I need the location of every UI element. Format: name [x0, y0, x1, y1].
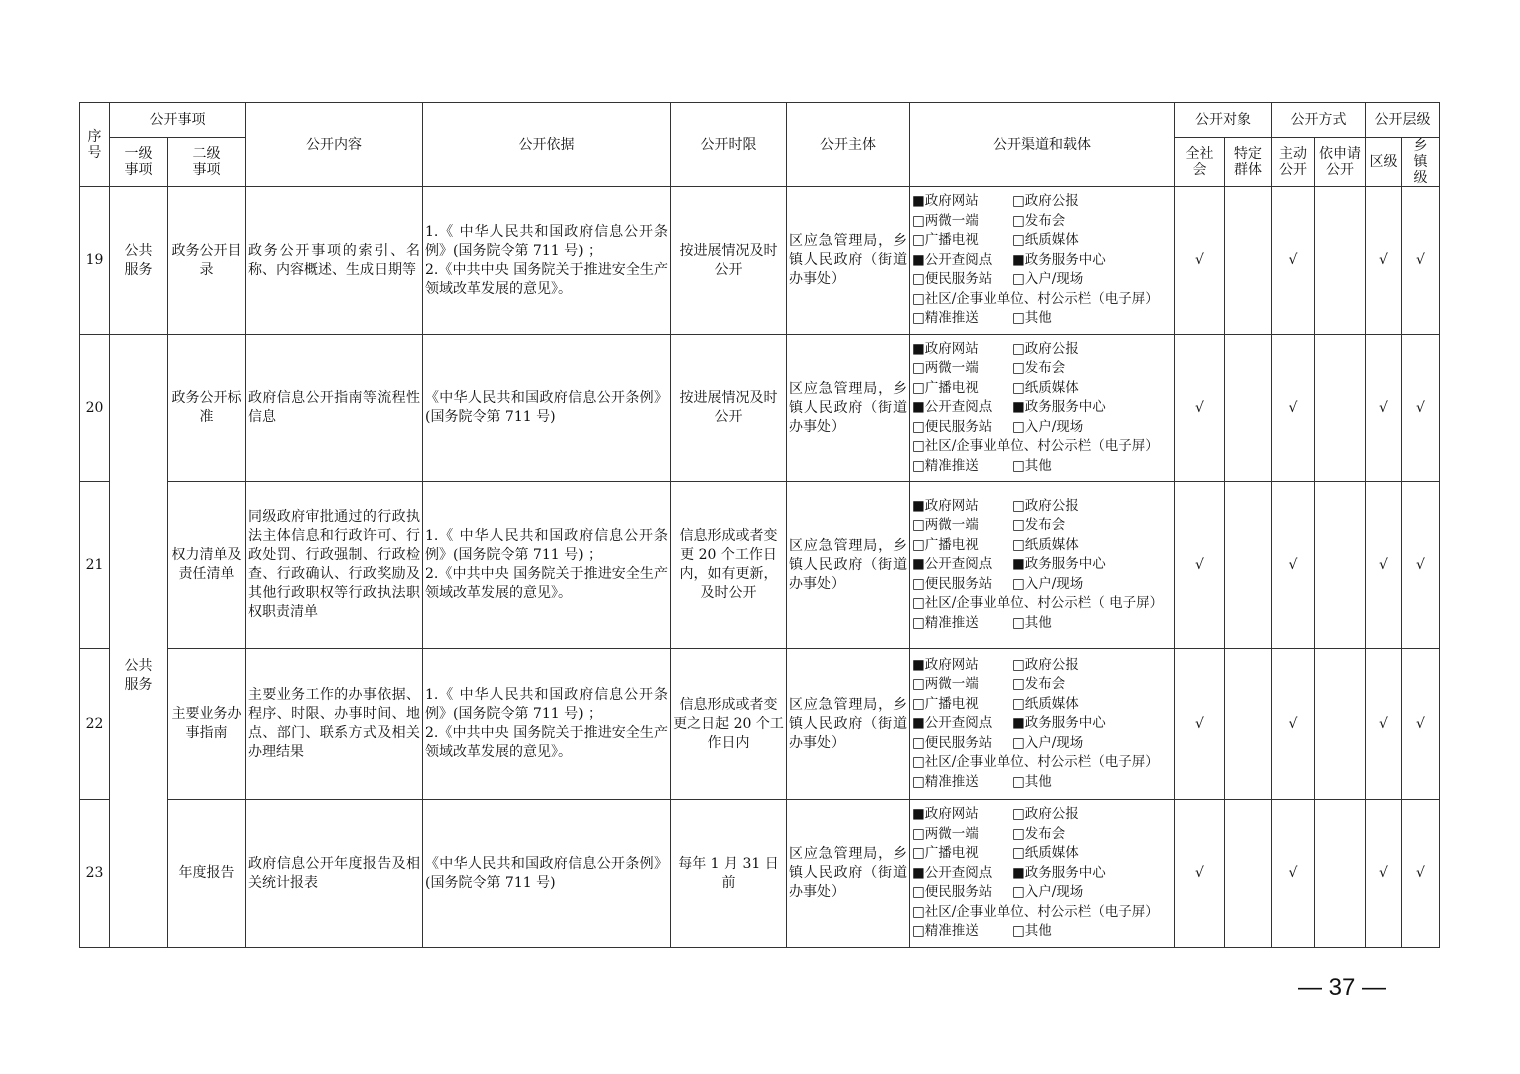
table-row — [80, 187, 1440, 335]
header-time-limit: 公开时限 — [671, 103, 787, 187]
channel-option: □社区/企事业单位、村公示栏（电子屏） — [912, 290, 1159, 307]
header-level-town: 乡镇级 — [1402, 138, 1440, 187]
row-content: 政府信息公开年度报告及相关统计报表 — [246, 800, 423, 948]
header-content: 公开内容 — [246, 103, 423, 187]
table-row — [80, 800, 1440, 948]
row-subject: 区应急管理局，乡镇人民政府（街道办事处） — [787, 800, 910, 948]
row-obj-all-check: √ — [1175, 800, 1225, 948]
header-seq: 序号 — [80, 103, 110, 187]
channel-option: □政府公报 — [1012, 497, 1079, 514]
channel-option: □精准推送 — [912, 310, 979, 327]
row-channels — [910, 187, 1175, 335]
row-method-request-check — [1315, 187, 1366, 335]
row-level1: 公共服务 — [110, 187, 168, 335]
row-seq: 22 — [80, 649, 110, 800]
channel-option: ■政府网站 — [912, 340, 979, 357]
row-channels — [910, 649, 1175, 800]
table-row — [80, 335, 1440, 482]
channel-option: □入户/现场 — [1012, 884, 1084, 901]
channel-option: □其他 — [1012, 310, 1052, 327]
channel-option: ■政务服务中心 — [1012, 556, 1106, 573]
row-seq: 19 — [80, 187, 110, 335]
row-level-district-check: √ — [1366, 187, 1402, 335]
row-obj-all-check: √ — [1175, 335, 1225, 482]
channel-option: □便民服务站 — [912, 271, 993, 288]
header-level1: 一级事项 — [110, 138, 168, 187]
channel-option: □发布会 — [1012, 517, 1066, 534]
row-method-active-check: √ — [1272, 335, 1315, 482]
header-subject: 公开主体 — [787, 103, 910, 187]
row-level-town-check: √ — [1402, 649, 1440, 800]
channel-option: ■政府网站 — [912, 497, 979, 514]
row-obj-all-check: √ — [1175, 482, 1225, 649]
channel-option: □政府公报 — [1012, 193, 1079, 210]
row-method-active-check: √ — [1272, 800, 1315, 948]
channel-option: ■公开查阅点 — [912, 864, 993, 881]
channel-option: □政府公报 — [1012, 340, 1079, 357]
channel-option: □发布会 — [1012, 360, 1066, 377]
channel-option: □两微一端 — [912, 360, 979, 377]
channel-option: □社区/企事业单位、村公示栏（电子屏） — [912, 903, 1159, 920]
row-level-town-check: √ — [1402, 335, 1440, 482]
header-method-request: 依申请公开 — [1315, 138, 1366, 187]
row-content: 政府信息公开指南等流程性信息 — [246, 335, 423, 482]
channel-option: □精准推送 — [912, 773, 979, 790]
header-basis: 公开依据 — [423, 103, 671, 187]
channel-option: □纸质媒体 — [1012, 379, 1079, 396]
row-time-limit: 按进展情况及时公开 — [671, 335, 787, 482]
channel-option: □两微一端 — [912, 212, 979, 229]
row-basis: 1.《 中华人民共和国政府信息公开条例》(国务院令第 711 号) ； 2.《中共中央 国务院关于推进安全生产领域改革发展的意见》。 — [423, 482, 671, 649]
channel-option: □便民服务站 — [912, 575, 993, 592]
channel-option: □入户/现场 — [1012, 575, 1084, 592]
channel-option: □发布会 — [1012, 676, 1066, 693]
channel-option: □其他 — [1012, 923, 1052, 940]
row-method-active-check: √ — [1272, 482, 1315, 649]
channel-option: □社区/企事业单位、村公示栏（电子屏） — [912, 754, 1159, 771]
row-method-request-check — [1315, 800, 1366, 948]
channel-option: □两微一端 — [912, 676, 979, 693]
row-level2: 主要业务办事指南 — [168, 649, 246, 800]
channel-option: ■政府网站 — [912, 656, 979, 673]
channel-option: ■政务服务中心 — [1012, 399, 1106, 416]
row-method-request-check — [1315, 649, 1366, 800]
header-channels: 公开渠道和载体 — [910, 103, 1175, 187]
row-level-district-check: √ — [1366, 482, 1402, 649]
channel-option: ■政府网站 — [912, 193, 979, 210]
row-content: 同级政府审批通过的行政执法主体信息和行政许可、行政处罚、行政强制、行政检查、行政确认、行政奖励及其他行政职权等行政执法职权职责清单 — [246, 482, 423, 649]
channel-option: □便民服务站 — [912, 884, 993, 901]
channel-option: □两微一端 — [912, 825, 979, 842]
row-time-limit: 信息形成或者变更之日起 20 个工作日内 — [671, 649, 787, 800]
table-row — [80, 649, 1440, 800]
channel-option: □社区/企事业单位、村公示栏（ 电子屏） — [912, 595, 1164, 612]
row-seq: 23 — [80, 800, 110, 948]
row-seq: 20 — [80, 335, 110, 482]
row-level-district-check: √ — [1366, 649, 1402, 800]
row-time-limit: 信息形成或者变更 20 个工作日内，如有更新，及时公开 — [671, 482, 787, 649]
row-level-district-check: √ — [1366, 800, 1402, 948]
page-number: — 37 — — [1298, 974, 1387, 1001]
row-seq: 21 — [80, 482, 110, 649]
row-obj-all-check: √ — [1175, 187, 1225, 335]
header-item-group: 公开事项 — [110, 103, 246, 138]
channel-option: □广播电视 — [912, 379, 979, 396]
header-object-group: 公开对象 — [1175, 103, 1272, 138]
channel-option: ■政务服务中心 — [1012, 251, 1106, 268]
channel-option: ■政务服务中心 — [1012, 864, 1106, 881]
row-time-limit: 每年 1 月 31 日前 — [671, 800, 787, 948]
channel-option: ■政务服务中心 — [1012, 715, 1106, 732]
row-content: 主要业务工作的办事依据、程序、时限、办事时间、地点、部门、联系方式及相关办理结果 — [246, 649, 423, 800]
header-level2: 二级事项 — [168, 138, 246, 187]
header-obj-specific: 特定群体 — [1225, 138, 1272, 187]
row-content: 政务公开事项的索引、名称、内容概述、生成日期等 — [246, 187, 423, 335]
header-level-group: 公开层级 — [1366, 103, 1440, 138]
channel-option: □入户/现场 — [1012, 271, 1084, 288]
row-channels — [910, 335, 1175, 482]
channel-option: □纸质媒体 — [1012, 536, 1079, 553]
header-level-district: 区级 — [1366, 138, 1402, 187]
row-obj-specific-check — [1225, 335, 1272, 482]
row-level-town-check: √ — [1402, 187, 1440, 335]
channel-option: □精准推送 — [912, 923, 979, 940]
channel-option: ■公开查阅点 — [912, 251, 993, 268]
channel-option: □广播电视 — [912, 845, 979, 862]
row-obj-specific-check — [1225, 187, 1272, 335]
channel-option: □精准推送 — [912, 614, 979, 631]
channel-option: □发布会 — [1012, 825, 1066, 842]
row-subject: 区应急管理局，乡镇人民政府（街道办事处） — [787, 649, 910, 800]
row-subject: 区应急管理局，乡镇人民政府（街道办事处） — [787, 482, 910, 649]
channel-option: □广播电视 — [912, 695, 979, 712]
channel-option: □广播电视 — [912, 232, 979, 249]
row-channels — [910, 800, 1175, 948]
channel-option: ■公开查阅点 — [912, 556, 993, 573]
channel-option: □便民服务站 — [912, 418, 993, 435]
row-method-active-check: √ — [1272, 649, 1315, 800]
row-obj-specific-check — [1225, 482, 1272, 649]
row-level2: 权力清单及责任清单 — [168, 482, 246, 649]
row-method-request-check — [1315, 335, 1366, 482]
channel-option: □政府公报 — [1012, 806, 1079, 823]
channel-option: □社区/企事业单位、村公示栏（电子屏） — [912, 438, 1159, 455]
disclosure-table — [79, 102, 1440, 948]
channel-option: ■公开查阅点 — [912, 399, 993, 416]
row-method-active-check: √ — [1272, 187, 1315, 335]
channel-option: □其他 — [1012, 457, 1052, 474]
row-obj-specific-check — [1225, 800, 1272, 948]
header-obj-all: 全社会 — [1175, 138, 1225, 187]
channel-option: □发布会 — [1012, 212, 1066, 229]
channel-option: □入户/现场 — [1012, 734, 1084, 751]
row-method-request-check — [1315, 482, 1366, 649]
header-method-active: 主动公开 — [1272, 138, 1315, 187]
row-subject: 区应急管理局，乡镇人民政府（街道办事处） — [787, 335, 910, 482]
row-basis: 1.《 中华人民共和国政府信息公开条例》(国务院令第 711 号) ； 2.《中共中央 国务院关于推进安全生产领域改革发展的意见》。 — [423, 187, 671, 335]
channel-option: □精准推送 — [912, 457, 979, 474]
channel-option: □入户/现场 — [1012, 418, 1084, 435]
channel-option: □广播电视 — [912, 536, 979, 553]
row-level-district-check: √ — [1366, 335, 1402, 482]
channel-option: ■公开查阅点 — [912, 715, 993, 732]
row-obj-specific-check — [1225, 649, 1272, 800]
channel-option: ■政府网站 — [912, 806, 979, 823]
row-level1-merged: 公共服务 — [110, 335, 168, 948]
channel-option: □其他 — [1012, 773, 1052, 790]
channel-option: □纸质媒体 — [1012, 232, 1079, 249]
channel-option: □两微一端 — [912, 517, 979, 534]
row-basis: 《中华人民共和国政府信息公开条例》(国务院令第 711 号) — [423, 335, 671, 482]
row-channels — [910, 482, 1175, 649]
table-row — [80, 482, 1440, 649]
channel-option: □纸质媒体 — [1012, 845, 1079, 862]
row-level2: 政务公开标准 — [168, 335, 246, 482]
channel-option: □便民服务站 — [912, 734, 993, 751]
row-level2: 政务公开目录 — [168, 187, 246, 335]
row-level2: 年度报告 — [168, 800, 246, 948]
row-basis: 《中华人民共和国政府信息公开条例》(国务院令第 711 号) — [423, 800, 671, 948]
channel-option: □纸质媒体 — [1012, 695, 1079, 712]
row-subject: 区应急管理局，乡镇人民政府（街道办事处） — [787, 187, 910, 335]
header-method-group: 公开方式 — [1272, 103, 1366, 138]
row-level-town-check: √ — [1402, 482, 1440, 649]
row-basis: 1.《 中华人民共和国政府信息公开条例》(国务院令第 711 号) ； 2.《中共中央 国务院关于推进安全生产领域改革发展的意见》。 — [423, 649, 671, 800]
channel-option: □其他 — [1012, 614, 1052, 631]
row-time-limit: 按进展情况及时公开 — [671, 187, 787, 335]
row-obj-all-check: √ — [1175, 649, 1225, 800]
row-level-town-check: √ — [1402, 800, 1440, 948]
channel-option: □政府公报 — [1012, 656, 1079, 673]
